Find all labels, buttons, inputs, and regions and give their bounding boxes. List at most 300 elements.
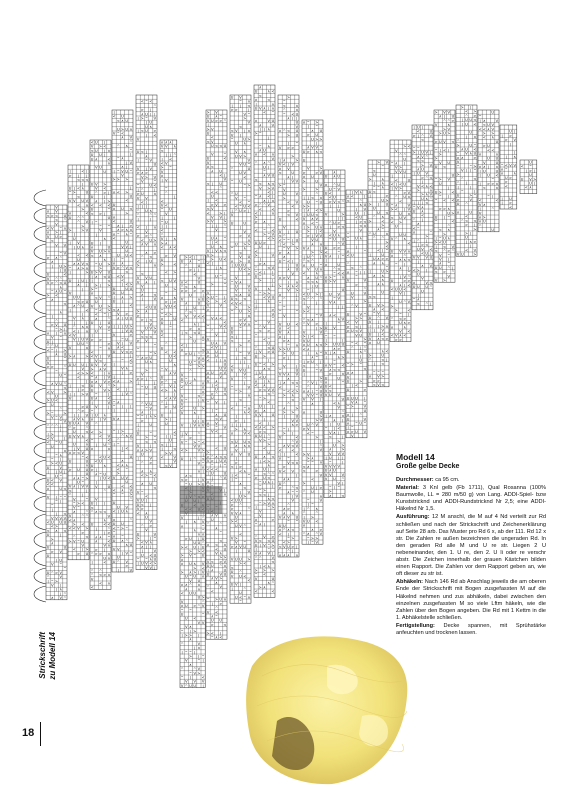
svg-text:^: ^ bbox=[206, 400, 210, 405]
svg-text:>: > bbox=[140, 108, 144, 113]
svg-text:<: < bbox=[54, 213, 59, 218]
svg-text:∧: ∧ bbox=[243, 246, 247, 251]
svg-text:|: | bbox=[198, 419, 200, 424]
svg-text:U: U bbox=[90, 270, 94, 275]
svg-text:V: V bbox=[211, 429, 214, 434]
svg-text:V: V bbox=[215, 513, 218, 518]
svg-text:<: < bbox=[149, 561, 153, 566]
svg-text:U: U bbox=[197, 541, 201, 546]
svg-text:|: | bbox=[145, 376, 148, 381]
svg-text:V: V bbox=[407, 203, 411, 208]
svg-text:U: U bbox=[302, 149, 306, 154]
svg-text:V: V bbox=[121, 349, 124, 354]
svg-text:∧: ∧ bbox=[258, 551, 262, 556]
svg-text:^: ^ bbox=[103, 489, 107, 494]
svg-text:>: > bbox=[68, 228, 72, 233]
svg-text:^: ^ bbox=[223, 278, 227, 283]
svg-text:>: > bbox=[398, 165, 403, 170]
svg-text:^: ^ bbox=[184, 263, 188, 268]
svg-text:∧: ∧ bbox=[72, 304, 76, 309]
svg-text:>: > bbox=[72, 451, 76, 456]
svg-text:^: ^ bbox=[219, 564, 223, 569]
svg-text:>: > bbox=[136, 192, 140, 197]
svg-text:^: ^ bbox=[243, 376, 247, 381]
svg-text:V: V bbox=[81, 543, 84, 548]
svg-text:U: U bbox=[315, 133, 319, 138]
svg-text:^: ^ bbox=[180, 641, 184, 646]
svg-text:^: ^ bbox=[129, 232, 133, 237]
svg-text:^: ^ bbox=[286, 519, 291, 524]
svg-text:V: V bbox=[185, 625, 188, 630]
svg-text:<: < bbox=[210, 135, 214, 140]
svg-text:|: | bbox=[235, 347, 237, 352]
svg-text:|: | bbox=[69, 169, 71, 174]
svg-text:∧: ∧ bbox=[160, 316, 164, 321]
svg-text:>: > bbox=[319, 376, 323, 381]
svg-text:U: U bbox=[145, 515, 148, 520]
svg-text:>: > bbox=[243, 116, 247, 121]
svg-text:>: > bbox=[140, 418, 144, 423]
svg-text:^: ^ bbox=[54, 415, 59, 420]
svg-text:|: | bbox=[283, 452, 285, 457]
svg-text:>: > bbox=[254, 131, 258, 136]
svg-text:>: > bbox=[302, 309, 306, 314]
svg-text:∧: ∧ bbox=[287, 528, 290, 533]
svg-text:>: > bbox=[219, 211, 223, 216]
svg-text:>: > bbox=[262, 501, 267, 506]
bindoff-paragraph bbox=[396, 579, 546, 622]
svg-text:<: < bbox=[267, 400, 271, 405]
svg-text:>: > bbox=[262, 291, 267, 296]
svg-text:>: > bbox=[328, 199, 332, 204]
svg-text:U: U bbox=[149, 183, 153, 188]
svg-text:|: | bbox=[55, 512, 58, 517]
svg-text:^: ^ bbox=[54, 327, 59, 332]
svg-text:<: < bbox=[125, 198, 129, 203]
svg-text:<: < bbox=[63, 528, 67, 533]
svg-text:V: V bbox=[153, 549, 157, 554]
material-text: 3 Knl gelb (Fb 1711), Qual Rosanna (100% Baumwolle, LL = 280 m/50 g) von Lang. ADDI-Spiel- bzw Kunststricknd und ADDI-Rundstricknd Nr 2,5; eine ADDI-Häkelnd Nr 1,5. bbox=[396, 485, 546, 513]
execution-paragraph bbox=[396, 514, 546, 578]
svg-text:^: ^ bbox=[359, 362, 363, 367]
svg-text:>: > bbox=[160, 241, 164, 246]
svg-text:^: ^ bbox=[398, 153, 403, 158]
svg-text:U: U bbox=[287, 544, 290, 549]
svg-text:<: < bbox=[267, 194, 271, 199]
svg-text:<: < bbox=[76, 253, 81, 258]
svg-text:∧: ∧ bbox=[337, 401, 341, 406]
svg-text:|: | bbox=[108, 392, 110, 397]
chart-column-block bbox=[90, 140, 111, 590]
svg-text:∧: ∧ bbox=[287, 284, 290, 289]
svg-text:V: V bbox=[283, 364, 286, 369]
svg-text:>: > bbox=[160, 379, 164, 384]
svg-text:<: < bbox=[85, 308, 89, 313]
svg-text:<: < bbox=[328, 384, 332, 389]
svg-text:U: U bbox=[81, 304, 85, 309]
svg-text:∧: ∧ bbox=[271, 198, 275, 203]
svg-text:∧: ∧ bbox=[311, 317, 314, 322]
svg-text:V: V bbox=[197, 641, 201, 646]
svg-text:<: < bbox=[173, 262, 177, 267]
svg-text:^: ^ bbox=[254, 161, 258, 166]
svg-text:>: > bbox=[306, 133, 310, 138]
svg-text:>: > bbox=[234, 460, 238, 465]
svg-text:>: > bbox=[129, 370, 133, 375]
svg-text:∧: ∧ bbox=[107, 447, 111, 452]
svg-text:^: ^ bbox=[206, 597, 210, 602]
svg-text:^: ^ bbox=[354, 421, 359, 426]
svg-text:<: < bbox=[302, 364, 306, 369]
svg-text:∧: ∧ bbox=[333, 300, 336, 305]
svg-text:U: U bbox=[206, 131, 210, 136]
svg-text:>: > bbox=[107, 304, 111, 309]
svg-text:<: < bbox=[107, 539, 111, 544]
svg-text:|: | bbox=[329, 204, 331, 209]
svg-text:∧: ∧ bbox=[287, 372, 290, 377]
svg-text:U: U bbox=[234, 263, 238, 268]
svg-text:V: V bbox=[180, 599, 184, 604]
svg-text:^: ^ bbox=[116, 438, 120, 443]
svg-text:U: U bbox=[223, 362, 227, 367]
svg-text:>: > bbox=[68, 354, 72, 359]
svg-text:V: V bbox=[206, 349, 210, 354]
svg-text:^: ^ bbox=[315, 364, 319, 369]
svg-text:U: U bbox=[230, 582, 234, 587]
svg-text:∧: ∧ bbox=[206, 480, 210, 485]
svg-text:^: ^ bbox=[376, 315, 381, 320]
svg-text:>: > bbox=[302, 187, 306, 192]
svg-text:∧: ∧ bbox=[129, 127, 133, 132]
svg-text:^: ^ bbox=[173, 434, 177, 439]
svg-text:V: V bbox=[180, 423, 184, 428]
svg-text:V: V bbox=[271, 312, 275, 317]
svg-text:U: U bbox=[201, 545, 205, 550]
svg-text:>: > bbox=[107, 388, 111, 393]
svg-text:∧: ∧ bbox=[81, 316, 85, 321]
svg-text:U: U bbox=[254, 240, 258, 245]
svg-text:∧: ∧ bbox=[210, 513, 214, 518]
svg-text:<: < bbox=[420, 138, 425, 143]
svg-text:|: | bbox=[95, 526, 97, 531]
svg-text:U: U bbox=[346, 312, 350, 317]
svg-text:V: V bbox=[243, 431, 246, 436]
svg-text:∧: ∧ bbox=[215, 454, 218, 459]
svg-text:^: ^ bbox=[160, 232, 164, 237]
svg-text:>: > bbox=[50, 281, 54, 286]
svg-text:∧: ∧ bbox=[381, 177, 385, 182]
svg-text:|: | bbox=[272, 484, 274, 489]
svg-text:U: U bbox=[258, 371, 262, 376]
svg-text:∧: ∧ bbox=[125, 366, 129, 371]
svg-text:<: < bbox=[291, 112, 295, 117]
svg-text:U: U bbox=[90, 384, 94, 389]
svg-text:V: V bbox=[136, 280, 140, 285]
svg-text:∧: ∧ bbox=[337, 355, 341, 360]
svg-text:V: V bbox=[355, 333, 358, 338]
svg-text:>: > bbox=[319, 326, 323, 331]
svg-text:∧: ∧ bbox=[267, 144, 271, 149]
svg-text:^: ^ bbox=[341, 199, 345, 204]
svg-text:<: < bbox=[267, 266, 271, 271]
svg-text:∧: ∧ bbox=[72, 262, 76, 267]
svg-text:>: > bbox=[381, 303, 385, 308]
svg-text:>: > bbox=[385, 194, 389, 199]
svg-text:^: ^ bbox=[324, 334, 328, 339]
svg-text:^: ^ bbox=[136, 414, 140, 419]
svg-text:>: > bbox=[271, 236, 275, 241]
svg-text:<: < bbox=[238, 595, 243, 600]
svg-text:∧: ∧ bbox=[263, 455, 266, 460]
svg-text:V: V bbox=[180, 683, 184, 688]
svg-text:<: < bbox=[243, 297, 247, 302]
svg-text:^: ^ bbox=[129, 496, 133, 501]
svg-text:∧: ∧ bbox=[295, 460, 299, 465]
svg-text:>: > bbox=[50, 323, 54, 328]
svg-text:<: < bbox=[85, 438, 89, 443]
svg-text:>: > bbox=[188, 436, 193, 441]
svg-text:V: V bbox=[215, 345, 218, 350]
model-subtitle: Große gelbe Decke bbox=[396, 463, 460, 470]
svg-text:|: | bbox=[82, 312, 84, 317]
svg-text:U: U bbox=[149, 238, 153, 243]
svg-text:∧: ∧ bbox=[149, 414, 153, 419]
svg-text:|: | bbox=[263, 434, 266, 439]
svg-text:U: U bbox=[90, 207, 94, 212]
svg-text:<: < bbox=[160, 279, 164, 284]
svg-text:<: < bbox=[341, 363, 345, 368]
svg-text:∧: ∧ bbox=[319, 494, 323, 499]
svg-text:V: V bbox=[271, 555, 275, 560]
svg-text:|: | bbox=[198, 654, 200, 659]
svg-text:V: V bbox=[125, 328, 128, 333]
svg-text:U: U bbox=[219, 181, 223, 186]
svg-text:<: < bbox=[346, 320, 350, 325]
svg-text:>: > bbox=[238, 234, 243, 239]
svg-text:>: > bbox=[398, 337, 403, 342]
svg-text:|: | bbox=[165, 153, 167, 158]
svg-text:^: ^ bbox=[278, 368, 282, 373]
svg-text:U: U bbox=[234, 595, 238, 600]
svg-text:U: U bbox=[239, 498, 242, 503]
svg-text:|: | bbox=[181, 633, 183, 638]
svg-text:|: | bbox=[211, 223, 213, 228]
svg-text:<: < bbox=[46, 520, 50, 525]
svg-text:∧: ∧ bbox=[107, 581, 111, 586]
svg-text:<: < bbox=[68, 488, 72, 493]
svg-text:^: ^ bbox=[173, 337, 177, 342]
svg-text:>: > bbox=[188, 633, 193, 638]
svg-text:|: | bbox=[386, 357, 388, 362]
svg-text:V: V bbox=[235, 540, 238, 545]
svg-text:V: V bbox=[51, 583, 54, 588]
svg-text:^: ^ bbox=[324, 426, 328, 431]
svg-text:V: V bbox=[121, 244, 124, 249]
svg-text:U: U bbox=[239, 208, 242, 213]
svg-text:V: V bbox=[254, 287, 258, 292]
svg-text:∧: ∧ bbox=[239, 292, 242, 297]
svg-text:>: > bbox=[332, 246, 337, 251]
svg-text:<: < bbox=[81, 383, 85, 388]
svg-text:|: | bbox=[211, 601, 213, 606]
svg-text:<: < bbox=[63, 302, 67, 307]
svg-text:|: | bbox=[60, 591, 62, 596]
svg-text:^: ^ bbox=[223, 223, 227, 228]
svg-text:>: > bbox=[85, 526, 89, 531]
svg-text:U: U bbox=[223, 144, 227, 149]
svg-text:V: V bbox=[355, 320, 358, 325]
svg-text:∧: ∧ bbox=[121, 538, 124, 543]
svg-text:|: | bbox=[413, 171, 415, 176]
svg-text:V: V bbox=[81, 451, 84, 456]
svg-text:V: V bbox=[160, 237, 164, 242]
svg-text:<: < bbox=[112, 526, 116, 531]
svg-text:<: < bbox=[381, 336, 385, 341]
svg-text:U: U bbox=[94, 140, 98, 145]
svg-text:^: ^ bbox=[140, 523, 144, 528]
svg-text:∧: ∧ bbox=[59, 285, 63, 290]
svg-text:^: ^ bbox=[282, 305, 286, 310]
svg-text:∧: ∧ bbox=[328, 367, 332, 372]
svg-text:∧: ∧ bbox=[169, 396, 172, 401]
svg-text:U: U bbox=[103, 169, 107, 174]
svg-text:|: | bbox=[231, 103, 233, 108]
svg-text:<: < bbox=[262, 492, 267, 497]
svg-text:|: | bbox=[239, 582, 242, 587]
svg-text:|: | bbox=[239, 103, 242, 108]
svg-text:^: ^ bbox=[319, 275, 323, 280]
svg-text:V: V bbox=[206, 160, 210, 165]
svg-text:|: | bbox=[82, 287, 84, 292]
svg-text:U: U bbox=[210, 471, 214, 476]
svg-text:|: | bbox=[316, 301, 318, 306]
svg-text:V: V bbox=[377, 303, 380, 308]
svg-text:∧: ∧ bbox=[184, 301, 188, 306]
svg-text:>: > bbox=[238, 259, 243, 264]
svg-text:V: V bbox=[307, 427, 310, 432]
svg-text:V: V bbox=[103, 367, 106, 372]
svg-text:V: V bbox=[153, 116, 157, 121]
svg-text:^: ^ bbox=[210, 463, 214, 468]
svg-text:V: V bbox=[73, 497, 76, 502]
svg-text:V: V bbox=[180, 398, 184, 403]
svg-text:|: | bbox=[342, 304, 344, 309]
svg-text:∧: ∧ bbox=[206, 421, 210, 426]
svg-text:V: V bbox=[85, 484, 89, 489]
svg-text:>: > bbox=[282, 393, 286, 398]
svg-text:<: < bbox=[50, 239, 54, 244]
svg-text:|: | bbox=[377, 202, 380, 207]
svg-text:>: > bbox=[140, 376, 144, 381]
svg-text:>: > bbox=[262, 488, 267, 493]
svg-text:>: > bbox=[420, 175, 425, 180]
svg-text:U: U bbox=[68, 459, 72, 464]
svg-text:|: | bbox=[248, 364, 250, 369]
svg-text:^: ^ bbox=[140, 414, 144, 419]
svg-text:^: ^ bbox=[50, 289, 54, 294]
svg-text:∧: ∧ bbox=[112, 261, 116, 266]
svg-text:>: > bbox=[94, 552, 98, 557]
svg-text:∧: ∧ bbox=[136, 448, 140, 453]
svg-text:>: > bbox=[243, 154, 247, 159]
svg-text:<: < bbox=[63, 386, 67, 391]
svg-text:>: > bbox=[416, 188, 420, 193]
svg-text:U: U bbox=[223, 547, 227, 552]
svg-text:>: > bbox=[136, 313, 140, 318]
svg-text:^: ^ bbox=[164, 190, 168, 195]
svg-text:|: | bbox=[99, 241, 102, 246]
svg-text:>: > bbox=[315, 292, 319, 297]
svg-text:U: U bbox=[94, 148, 98, 153]
svg-text:U: U bbox=[129, 316, 133, 321]
svg-text:>: > bbox=[197, 671, 201, 676]
svg-text:|: | bbox=[303, 208, 305, 213]
svg-text:∧: ∧ bbox=[377, 227, 380, 232]
svg-text:^: ^ bbox=[363, 345, 367, 350]
svg-text:∧: ∧ bbox=[328, 447, 332, 452]
svg-text:U: U bbox=[90, 463, 94, 468]
svg-text:∧: ∧ bbox=[287, 116, 290, 121]
svg-text:∧: ∧ bbox=[145, 250, 148, 255]
svg-text:U: U bbox=[219, 366, 223, 371]
svg-text:^: ^ bbox=[271, 581, 275, 586]
svg-text:∧: ∧ bbox=[263, 408, 266, 413]
svg-text:U: U bbox=[136, 150, 140, 155]
svg-text:∧: ∧ bbox=[121, 135, 124, 140]
svg-text:∧: ∧ bbox=[407, 211, 411, 216]
svg-text:|: | bbox=[316, 141, 318, 146]
svg-text:∧: ∧ bbox=[94, 539, 98, 544]
svg-text:^: ^ bbox=[63, 566, 67, 571]
svg-text:|: | bbox=[145, 259, 148, 264]
svg-text:^: ^ bbox=[282, 129, 286, 134]
svg-text:>: > bbox=[315, 536, 319, 541]
svg-text:∧: ∧ bbox=[247, 288, 251, 293]
svg-text:^: ^ bbox=[254, 522, 258, 527]
svg-text:^: ^ bbox=[315, 191, 319, 196]
svg-text:^: ^ bbox=[180, 675, 184, 680]
svg-text:V: V bbox=[125, 265, 128, 270]
svg-text:<: < bbox=[354, 341, 359, 346]
svg-text:∧: ∧ bbox=[278, 129, 282, 134]
svg-text:|: | bbox=[104, 501, 106, 506]
svg-text:V: V bbox=[112, 265, 116, 270]
svg-text:>: > bbox=[315, 187, 319, 192]
svg-text:V: V bbox=[403, 216, 406, 221]
svg-text:<: < bbox=[302, 271, 306, 276]
svg-text:V: V bbox=[206, 559, 210, 564]
svg-text:<: < bbox=[193, 331, 197, 336]
svg-text:|: | bbox=[377, 324, 380, 329]
svg-text:<: < bbox=[223, 454, 227, 459]
svg-text:^: ^ bbox=[193, 553, 197, 558]
svg-text:V: V bbox=[103, 363, 106, 368]
svg-text:>: > bbox=[278, 183, 282, 188]
svg-text:>: > bbox=[319, 414, 323, 419]
svg-text:^: ^ bbox=[243, 406, 247, 411]
svg-text:∧: ∧ bbox=[125, 543, 129, 548]
svg-text:|: | bbox=[235, 549, 237, 554]
svg-text:<: < bbox=[267, 366, 271, 371]
svg-text:<: < bbox=[103, 186, 107, 191]
svg-text:U: U bbox=[302, 158, 306, 163]
svg-text:∧: ∧ bbox=[267, 127, 271, 132]
svg-text:<: < bbox=[210, 190, 214, 195]
svg-text:∧: ∧ bbox=[267, 287, 271, 292]
svg-text:^: ^ bbox=[112, 400, 116, 405]
svg-text:^: ^ bbox=[116, 156, 120, 161]
svg-text:∧: ∧ bbox=[287, 477, 290, 482]
